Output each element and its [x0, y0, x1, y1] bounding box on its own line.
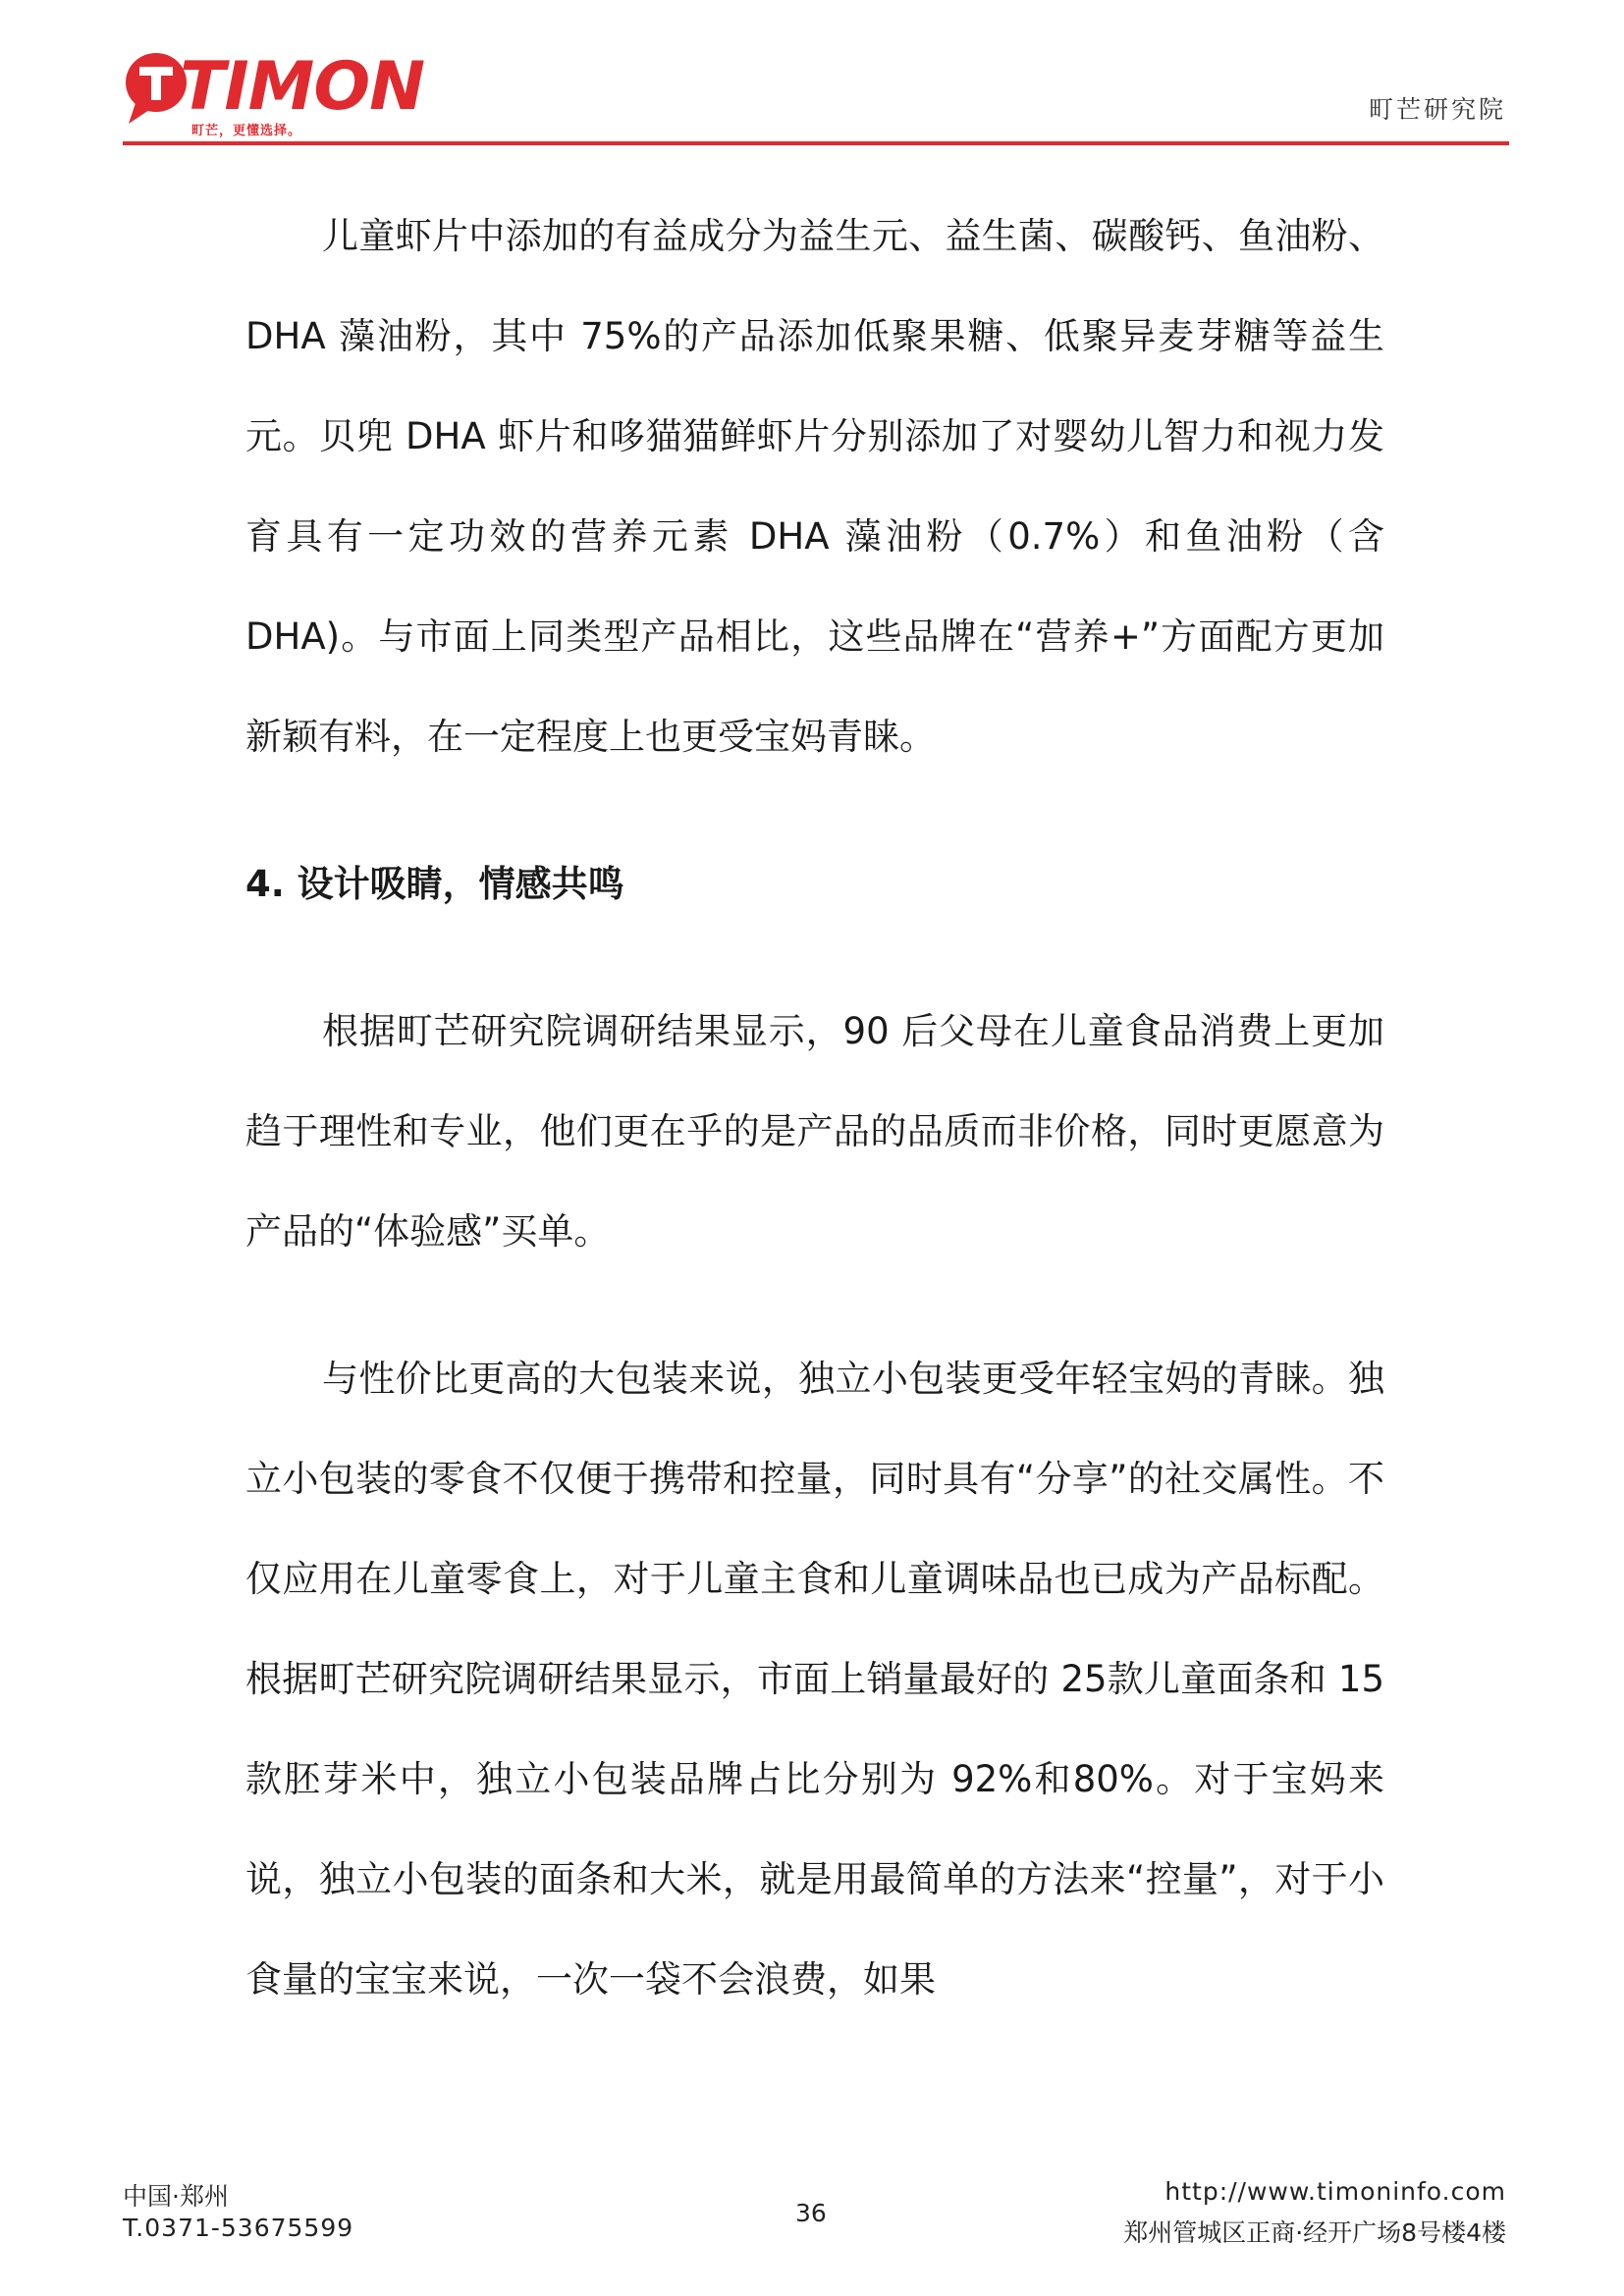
- logo-wordmark: TIMON: [180, 48, 425, 126]
- spacer: [245, 1282, 1384, 1329]
- org-name: 町芒研究院: [1368, 95, 1506, 124]
- page-number: 36: [795, 2199, 827, 2227]
- section-heading: 4. 设计吸睛，情感共鸣: [245, 863, 624, 905]
- paragraph-parents-survey: 根据町芒研究院调研结果显示，90 后父母在儿童食品消费上更加趋于理性和专业，他们更在乎的是产品的品质而非价格，同时更愿意为产品的“体验感”买单。: [245, 1010, 1384, 1253]
- page-footer: [0, 2160, 1624, 2296]
- page-header: [0, 0, 1624, 147]
- paragraph-nutrition: 儿童虾片中添加的有益成分为益生元、益生菌、碳酸钙、鱼油粉、DHA 藻油粉，其中 75%的产品添加低聚果糖、低聚异麦芽糖等益生元。贝兜 DHA 虾片和哆猫猫鲜虾片分别添加了对婴幼儿智力和视力发育具有一定功效的营养元素 DHA 藻油粉（0.7%）和鱼油粉（含DHA)。与市面上同类型产品相比，这些品牌在“营养+”方面配方更加新颖有料，在一定程度上也更受宝妈青睐。: [245, 215, 1384, 758]
- logo-tagline: 町芒，更懂选择。: [191, 124, 302, 138]
- paragraph-small-packaging: 与性价比更高的大包装来说，独立小包装更受年轻宝妈的青睐。独立小包装的零食不仅便于携带和控量，同时具有“分享”的社交属性。不仅应用在儿童零食上，对于儿童主食和儿童调味品也已成为产品标配。根据町芒研究院调研结果显示，市面上销量最好的 25款儿童面条和 15 款胚芽米中，独立小包装品牌占比分别为 92%和80%。对于宝妈来说，独立小包装的面条和大米，就是用最简单的方法来“控量”，对于小食量的宝宝来说，一次一袋不会浪费，如果: [245, 1358, 1384, 2001]
- footer-website: http://www.timoninfo.com: [1164, 2177, 1506, 2206]
- page-content: [245, 187, 1384, 2030]
- spacer: [245, 787, 1384, 834]
- footer-phone: T.0371-53675599: [123, 2214, 354, 2242]
- timon-logo: [123, 48, 425, 138]
- header-divider: [123, 141, 1509, 145]
- footer-location: 中国·郑州: [123, 2182, 229, 2211]
- spacer: [245, 934, 1384, 982]
- footer-address: 郑州管城区正商·经开广场8号楼4楼: [1123, 2218, 1506, 2247]
